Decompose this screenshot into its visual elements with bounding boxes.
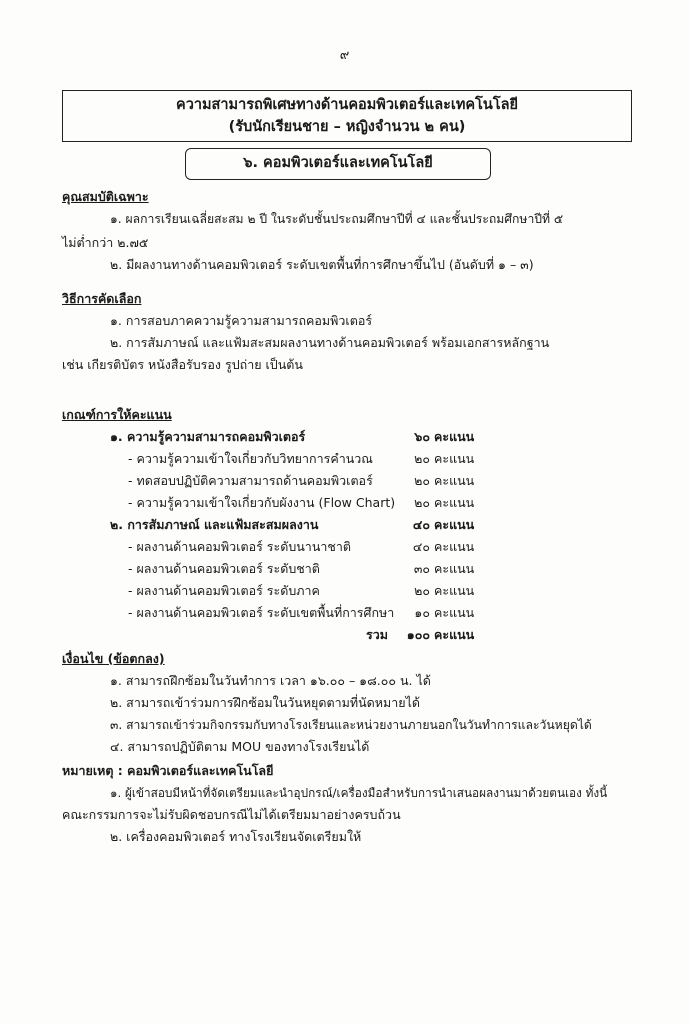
- score-unit: คะแนน: [434, 605, 475, 620]
- remarks-heading: หมายเหตุ : คอมพิวเตอร์และเทคโนโลยี: [62, 763, 274, 778]
- score-unit: คะแนน: [434, 627, 475, 642]
- conditions-heading: เงื่อนไข (ข้อตกลง): [62, 651, 165, 666]
- score-item-value: ๒๐: [414, 451, 430, 466]
- score-item: [128, 494, 608, 512]
- remark-item-2: ๒. เครื่องคอมพิวเตอร์ ทางโรงเรียนจัดเตรียมให้: [110, 829, 362, 844]
- score-group-1-value: ๖๐: [414, 429, 430, 444]
- selection-heading: วิธีการคัดเลือก: [62, 291, 142, 306]
- qualifications-heading: คุณสมบัติเฉพาะ: [62, 189, 149, 204]
- score-total-value: ๑๐๐: [406, 627, 430, 642]
- score-item-label: - ความรู้ความเข้าใจเกี่ยวกับผังงาน (Flow Chart): [128, 495, 396, 510]
- score-item: [128, 560, 608, 578]
- condition-item: ๑. สามารถฝึกซ้อมในวันทำการ เวลา ๑๖.๐๐ – ๑๘.๐๐ น. ได้: [110, 673, 431, 688]
- score-group-2-label: ๒. การสัมภาษณ์ และแฟ้มสะสมผลงาน: [110, 517, 319, 532]
- score-item: [128, 604, 608, 622]
- score-item-label: - ผลงานด้านคอมพิวเตอร์ ระดับเขตพื้นที่การศึกษา: [128, 605, 395, 620]
- score-item-value: ๑๐: [414, 605, 430, 620]
- qualification-item-1-cont: ไม่ต่ำกว่า ๒.๗๕: [62, 235, 149, 250]
- condition-item: ๒. สามารถเข้าร่วมการฝึกซ้อมในวันหยุดตามที่นัดหมายได้: [110, 695, 421, 710]
- score-group-1: [110, 428, 610, 446]
- score-item-value: ๓๐: [413, 561, 430, 576]
- score-unit: คะแนน: [434, 583, 475, 598]
- condition-item: ๔. สามารถปฏิบัติตาม MOU ของทางโรงเรียนได้: [110, 739, 370, 754]
- title-line-1: ความสามารถพิเศษทางด้านคอมพิวเตอร์และเทคโนโลยี: [176, 97, 518, 113]
- score-group-2-value: ๔๐: [412, 517, 430, 532]
- score-item: [128, 538, 608, 556]
- score-unit: คะแนน: [434, 561, 475, 576]
- selection-item-1: ๑. การสอบภาคความรู้ความสามารถคอมพิวเตอร์: [110, 313, 373, 328]
- score-unit: คะแนน: [434, 429, 475, 444]
- score-item-value: ๒๐: [414, 583, 430, 598]
- condition-item: ๓. สามารถเข้าร่วมกิจกรรมกับทางโรงเรียนและหน่วยงานภายนอกในวันทำการและวันหยุดได้: [110, 718, 592, 732]
- qualification-item-1: ๑. ผลการเรียนเฉลี่ยสะสม ๒ ปี ในระดับชั้นประถมศึกษาปีที่ ๔ และชั้นประถมศึกษาปีที่ ๕: [110, 212, 564, 226]
- score-unit: คะแนน: [434, 495, 475, 510]
- selection-item-2: ๒. การสัมภาษณ์ และแฟ้มสะสมผลงานทางด้านคอมพิวเตอร์ พร้อมเอกสารหลักฐาน: [110, 335, 550, 350]
- score-group-1-label: ๑. ความรู้ความสามารถคอมพิวเตอร์: [110, 429, 306, 444]
- title-box: [62, 90, 632, 142]
- score-item-label: - ผลงานด้านคอมพิวเตอร์ ระดับนานาชาติ: [128, 539, 351, 554]
- score-item: [128, 450, 608, 468]
- score-total-label: รวม: [366, 627, 388, 642]
- remark-item-1-cont: คณะกรรมการจะไม่รับผิดชอบกรณีไม่ได้เตรียมมาอย่างครบถ้วน: [62, 807, 401, 822]
- score-item-label: - ผลงานด้านคอมพิวเตอร์ ระดับภาค: [128, 583, 320, 598]
- selection-item-2-cont: เช่น เกียรติบัตร หนังสือรับรอง รูปถ่าย เป็นต้น: [62, 357, 303, 372]
- qualification-item-2: ๒. มีผลงานทางด้านคอมพิวเตอร์ ระดับเขตพื้นที่การศึกษาขึ้นไป (อันดับที่ ๑ – ๓): [110, 257, 534, 272]
- score-unit: คะแนน: [434, 517, 475, 532]
- score-unit: คะแนน: [434, 473, 475, 488]
- section-title: ๖. คอมพิวเตอร์และเทคโนโลยี: [185, 148, 491, 180]
- score-item: [128, 472, 608, 490]
- score-item-label: - ความรู้ความเข้าใจเกี่ยวกับวิทยาการคำนวณ: [128, 451, 373, 466]
- page-number: ๙: [339, 48, 350, 63]
- remark-item-1: ๑. ผู้เข้าสอบมีหน้าที่จัดเตรียมและนำอุปกรณ์/เครื่องมือสำหรับการนำเสนอผลงานมาด้วยตนเอง ทั้งนี้: [110, 786, 608, 800]
- title-line-2: (รับนักเรียนชาย – หญิงจำนวน ๒ คน): [228, 119, 466, 135]
- score-item-label: - ทดสอบปฏิบัติความสามารถด้านคอมพิวเตอร์: [128, 473, 373, 488]
- score-item-value: ๔๐: [412, 539, 430, 554]
- score-item-value: ๒๐: [414, 495, 430, 510]
- score-item: [128, 582, 608, 600]
- scoring-heading: เกณฑ์การให้คะแนน: [62, 407, 172, 422]
- score-unit: คะแนน: [434, 451, 475, 466]
- score-group-2: [110, 516, 610, 534]
- score-item-label: - ผลงานด้านคอมพิวเตอร์ ระดับชาติ: [128, 561, 320, 576]
- score-item-value: ๒๐: [414, 473, 430, 488]
- score-unit: คะแนน: [434, 539, 475, 554]
